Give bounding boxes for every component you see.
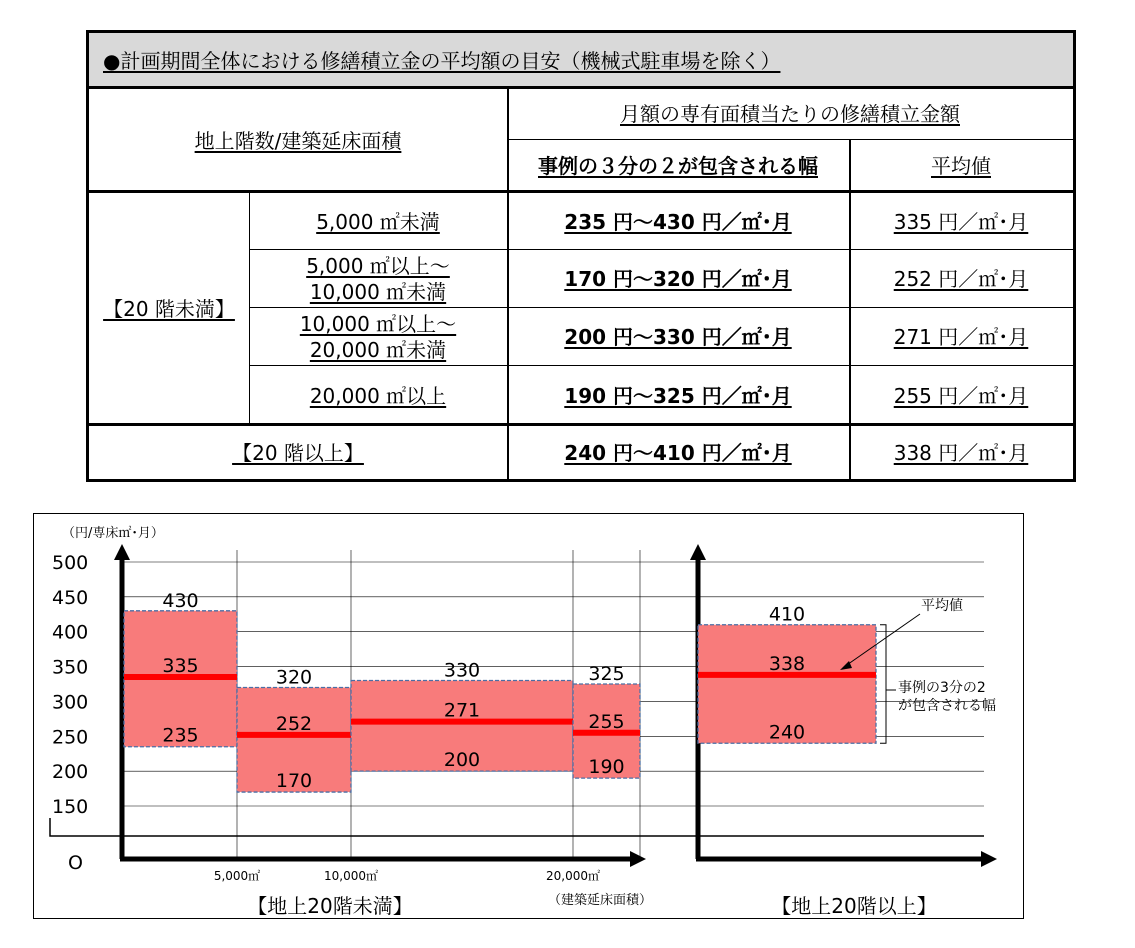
y-tick-label: 500 <box>52 552 89 574</box>
y-tick-label: 200 <box>52 761 89 784</box>
range-value: 170 円～320 円／㎡･月 <box>564 267 792 291</box>
axis-break <box>50 818 984 836</box>
header-group-cell <box>507 89 1073 139</box>
bar-low-label: 170 <box>275 770 313 793</box>
header-left-cell <box>89 89 507 192</box>
area-label: 20,000 ㎡未満 <box>309 338 447 362</box>
range-value: 235 円～430 円／㎡･月 <box>564 209 792 234</box>
table-row-avg <box>849 366 1073 425</box>
annotation-avg: 平均値 <box>921 598 963 614</box>
table-row-avg <box>849 308 1073 366</box>
y-zero-label: O <box>68 852 83 874</box>
range-value: 240 円～410 円／㎡･月 <box>564 440 792 465</box>
table-row-avg <box>849 426 1073 479</box>
table-row-range <box>507 366 849 425</box>
range-bracket <box>880 625 886 744</box>
x-axis-right-head <box>981 851 997 867</box>
group-under20-cell <box>89 193 249 425</box>
table-row-range <box>507 193 849 250</box>
bar-low-label: 200 <box>443 749 481 772</box>
divider <box>507 88 509 479</box>
x-tick-label: 20,000㎡ <box>546 869 600 883</box>
y-tick-label: 350 <box>52 656 89 679</box>
avg-value: 252 円／㎡･月 <box>893 267 1029 291</box>
table-row-area <box>249 366 507 425</box>
group-label-left: 【地上20階未満】 <box>247 894 413 918</box>
avg-value: 335 円／㎡･月 <box>893 209 1029 234</box>
table-row-avg <box>849 250 1073 308</box>
table-row-range <box>507 250 849 308</box>
bar-low-label: 190 <box>588 756 625 779</box>
header-range: 事例の３分の２が包含される幅 <box>538 153 818 178</box>
annotation-range: 事例の3分の2 <box>898 680 986 696</box>
bar-high-label: 410 <box>768 603 806 626</box>
bar-high-label: 330 <box>443 659 481 682</box>
area-label: 20,000 ㎡以上 <box>309 383 447 408</box>
y-tick-label: 450 <box>52 586 89 609</box>
y-tick-label: 300 <box>52 691 89 714</box>
x-axis-label: （建築延床面積） <box>547 893 653 908</box>
range-value: 200 円～330 円／㎡･月 <box>564 325 792 349</box>
unit-label: （円/専床㎡･月） <box>62 526 164 541</box>
y-tick-label: 400 <box>52 621 89 644</box>
table-row-area <box>249 250 507 308</box>
table-title-cell <box>89 33 1073 88</box>
bar-avg-label: 271 <box>443 699 481 722</box>
group-under20: 【20 階未満】 <box>103 297 235 321</box>
bar-high-label: 325 <box>588 663 625 685</box>
bar-avg-label: 335 <box>162 655 199 678</box>
area-label: 5,000 ㎡以上～ <box>306 254 450 278</box>
divider <box>249 191 250 424</box>
x-tick-label: 10,000㎡ <box>324 869 378 883</box>
group-over20-cell <box>89 426 507 479</box>
table-row-range <box>507 426 849 479</box>
header-left: 地上階数/建築延床面積 <box>194 128 402 153</box>
y-tick-label: 150 <box>52 796 89 818</box>
table-row-range <box>507 308 849 366</box>
x-axis-left-head <box>630 851 646 867</box>
y-axis-right-head <box>690 544 706 560</box>
header-group: 月額の専有面積当たりの修繕積立金額 <box>620 102 960 126</box>
divider <box>849 139 851 479</box>
bar-high-label: 320 <box>275 666 313 689</box>
header-avg: 平均値 <box>931 153 991 178</box>
bar-low-label: 235 <box>162 724 199 747</box>
estimate-table <box>86 30 1076 482</box>
table-row-area <box>249 308 507 366</box>
area-label: 5,000 ㎡未満 <box>316 209 440 234</box>
y-axis-left-head <box>114 544 130 560</box>
chart-frame <box>33 513 1024 919</box>
annotation-range: が包含される幅 <box>898 698 996 714</box>
chart-svg <box>34 514 1023 918</box>
header-range-cell <box>507 139 849 192</box>
avg-value: 271 円／㎡･月 <box>893 325 1029 349</box>
header-avg-cell <box>849 139 1073 192</box>
table-title: ●計画期間全体における修繕積立金の平均額の目安（機械式駐車場を除く） <box>103 48 781 73</box>
area-label: 10,000 ㎡未満 <box>309 280 447 304</box>
x-tick-label: 5,000㎡ <box>213 869 261 883</box>
table-row-area <box>249 193 507 250</box>
area-label: 10,000 ㎡以上～ <box>299 312 457 336</box>
bar-high-label: 430 <box>162 589 199 612</box>
avg-value: 255 円／㎡･月 <box>893 383 1029 408</box>
table-row-avg <box>849 193 1073 250</box>
range-value: 190 円～325 円／㎡･月 <box>564 383 792 408</box>
bar-avg-label: 255 <box>588 710 625 733</box>
bar-avg-label: 338 <box>768 652 806 675</box>
y-tick-label: 250 <box>52 726 89 749</box>
bar-low-label: 240 <box>768 721 806 744</box>
group-over20: 【20 階以上】 <box>232 440 364 465</box>
divider <box>507 139 1073 140</box>
group-label-right: 【地上20階以上】 <box>771 894 937 918</box>
avg-value: 338 円／㎡･月 <box>893 440 1029 465</box>
bar-avg-label: 252 <box>275 712 313 735</box>
